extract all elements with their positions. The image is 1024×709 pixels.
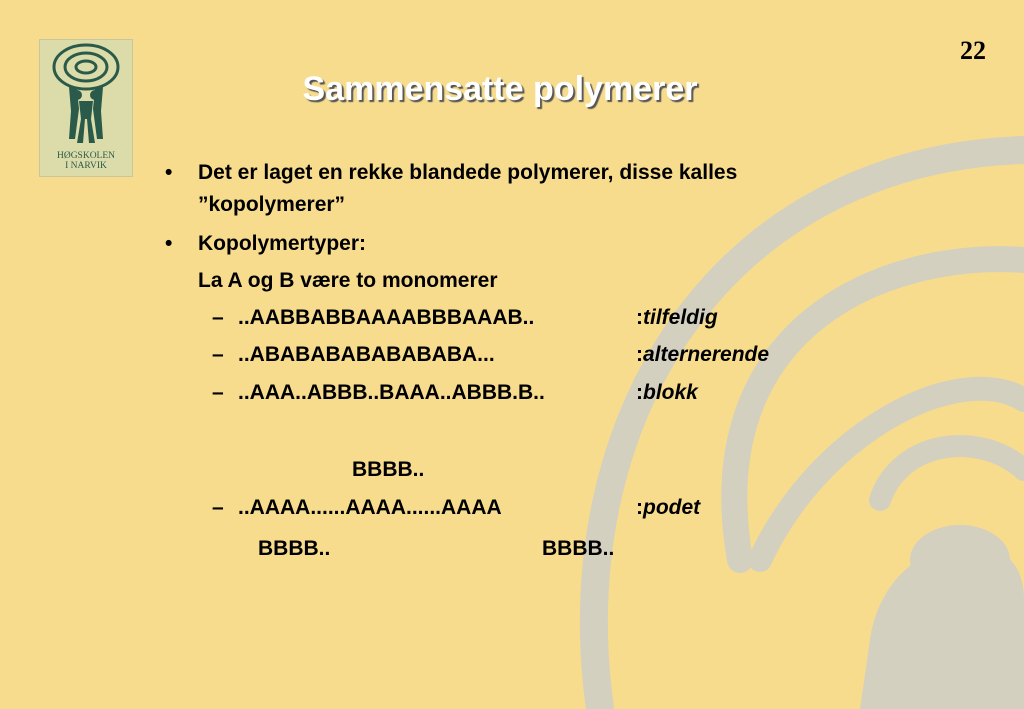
logo-text-line2: I NARVIK (65, 161, 107, 171)
dash-marker: – (212, 381, 224, 404)
label-text: blokk (643, 381, 698, 404)
graft-branch: BBBB.. (542, 537, 615, 560)
bullet-text-line2: ”kopolymerer” (198, 193, 346, 216)
label-colon: : (636, 343, 643, 366)
graft-branch: BBBB.. (258, 537, 331, 560)
dash-marker: – (212, 343, 224, 366)
type-label-alternating (636, 342, 769, 368)
sequence-alternating: ..ABABABABABABABA... (238, 343, 495, 366)
sequence-random: ..AABBABBAAAABBBAAAB.. (238, 306, 535, 329)
type-label-random (636, 305, 718, 331)
sequence-block: ..AAA..ABBB..BAAA..ABBB.B.. (238, 381, 545, 404)
slide-number: 22 (960, 36, 986, 65)
dash-marker: – (212, 306, 224, 329)
bullet-text-line1: Det er laget en rekke blandede polymerer, disse kalles (198, 161, 738, 184)
bullet-text: Kopolymertyper: (198, 232, 367, 255)
label-text: tilfeldig (643, 306, 718, 329)
label-colon: : (636, 496, 643, 519)
slide-title: Sammensatte polymerer (302, 70, 698, 108)
block-branch: BBBB.. (352, 458, 425, 481)
bullet-marker: • (165, 232, 173, 255)
dash-marker: – (212, 496, 224, 519)
label-text: alternerende (643, 343, 770, 366)
intro-text: La A og B være to monomerer (198, 269, 498, 292)
label-colon: : (636, 306, 643, 329)
label-text: podet (643, 496, 701, 519)
type-label-graft (636, 495, 700, 521)
label-colon: : (636, 381, 643, 404)
logo-text-line1: HØGSKOLEN (56, 151, 116, 161)
type-label-block (636, 380, 698, 406)
bullet-marker: • (165, 161, 173, 184)
sequence-graft: ..AAAA......AAAA......AAAA (238, 496, 502, 519)
